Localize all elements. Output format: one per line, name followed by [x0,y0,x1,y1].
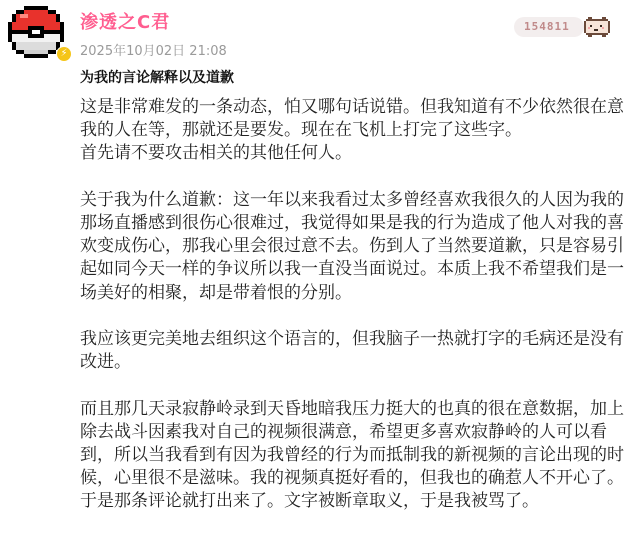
paragraph [80,398,636,514]
text-line: 关于我为什么道歉：这一年以来我看过太多曾经喜欢我很久的人因为我的 [80,189,624,210]
post-title: 为我的言论解释以及道歉 [80,70,234,86]
text-line: 这是非常难发的一条动态，怕又哪句话说错。但我知道有不少依然很在意 [80,97,624,117]
avatar[interactable] [8,6,68,59]
text-line: 场美好的相聚，却是带着恨的分别。 [80,282,352,303]
username[interactable]: 渗透之C君 [80,12,171,33]
text-line: 那场直播感到很伤心很难过，我觉得如果是我的行为造成了他人对我的喜 [80,213,624,233]
text-line: 我的人在等，那就还是要发。现在在飞机上打完了这些字。 [80,120,522,141]
post-body [80,96,636,537]
pixel-creature-icon [582,15,612,39]
text-line: 于是那条评论就打出来了。文字被断章取义，于是我被骂了。 [80,491,539,512]
lightning-badge-icon: ⚡ [56,46,72,62]
paragraph [80,328,636,374]
post-timestamp: 2025年10月02日 21:08 [80,44,227,59]
fan-badge-number: 154811 [524,20,570,33]
text-line: 我应该更完美地去组织这个语言的，但我脑子一热就打字的毛病还是没有 [80,329,624,349]
text-line: 欢变成伤心，那我心里会很过意不去。伤到人了当然要道歉，只是容易引 [80,236,624,257]
text-line: 改进。 [80,352,131,373]
text-line: 首先请不要攻击相关的其他任何人。 [80,143,352,164]
paragraph [80,189,636,305]
fan-badge[interactable] [514,15,632,39]
text-line: 起如同今天一样的争议所以我一直没当面说过。本质上我不希望我们是一 [80,259,624,280]
text-line: 候，心里很不是滋味。我的视频真挺好看的，但我也的确惹人不开心了。 [80,468,624,489]
text-line: 而且那几天录寂静岭录到天昏地暗我压力挺大的也真的很在意数据，加上 [80,398,624,419]
text-line: 除去战斗因素我对自己的视频很满意，希望更多喜欢寂静岭的人可以看 [80,421,607,442]
text-line: 到，所以当我看到有因为我曾经的行为而抵制我的新视频的言论出现的时 [80,445,624,465]
paragraph [80,96,636,166]
